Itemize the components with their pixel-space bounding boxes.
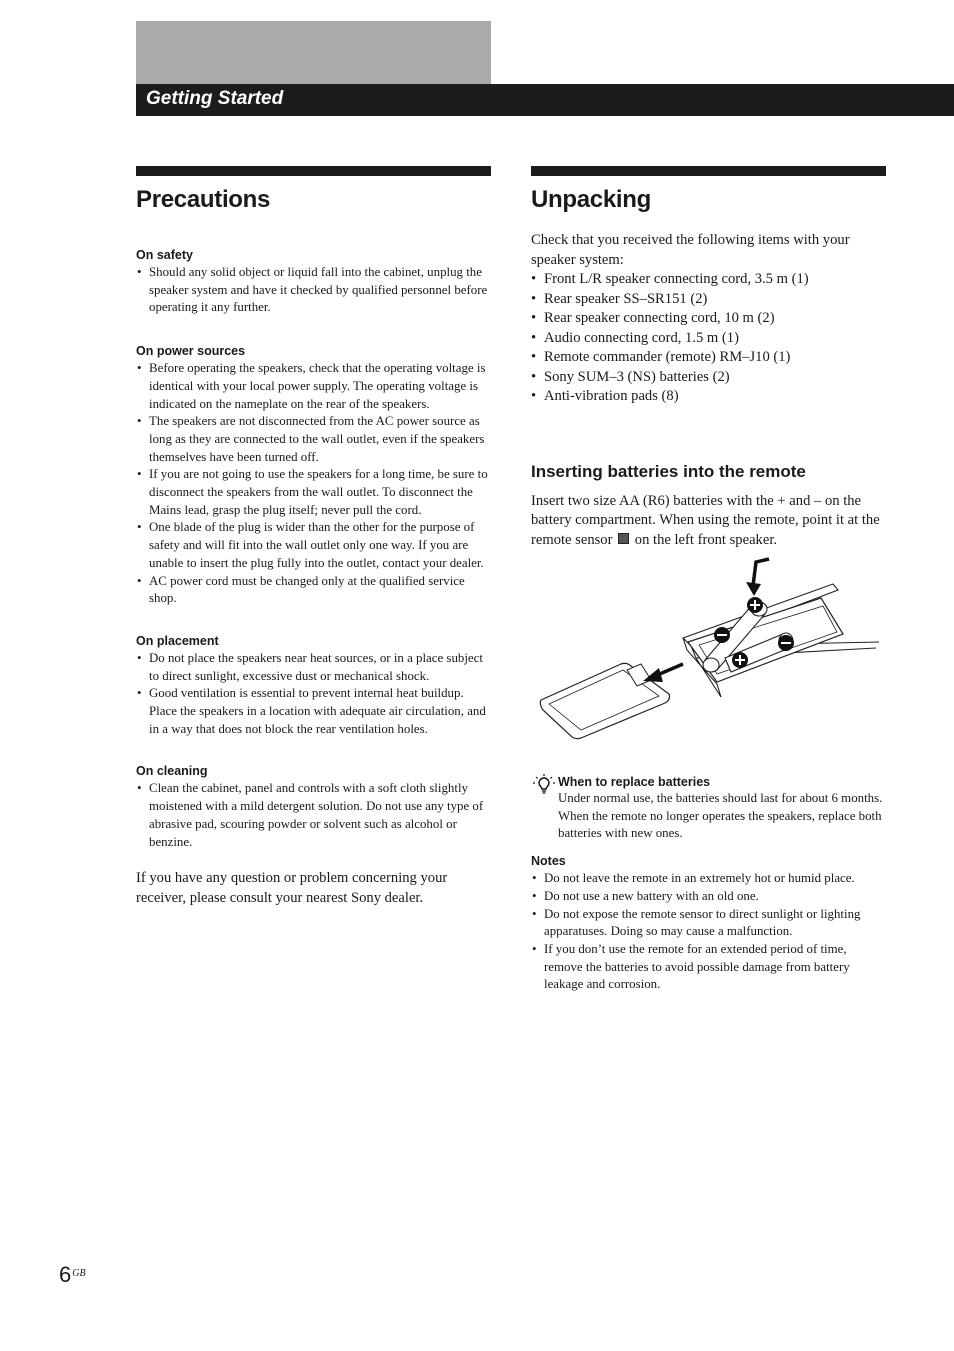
list-item: • Anti-vibration pads (8) [531,387,886,407]
list-item: • Remote commander (remote) RM–J10 (1) [531,348,886,368]
list-item: • Good ventilation is essential to prevent internal heat buildup. Place the speakers in a location with adequate air circulation, and in a way that does not block the rear ventilation holes. [136,685,491,738]
list-item: • Do not leave the remote in an extremely hot or humid place. [531,870,886,888]
page-number-value: 6 [59,1262,72,1287]
list-item: • Rear speaker connecting cord, 10 m (2) [531,309,886,329]
section-on-cleaning [136,763,491,851]
batteries-text-after: on the left front speaker. [634,531,778,548]
list-item: • If you are not going to use the speakers for a long time, be sure to disconnect the speakers from the wall outlet. To disconnect the Mains lead, grasp the plug itself; never pull the cord. [136,466,491,519]
page-number [59,1262,86,1288]
batteries-heading: Inserting batteries into the remote [531,461,806,481]
battery-lid [540,663,669,738]
list-item: • Should any solid object or liquid fall into the cabinet, unplug the speaker system and have it checked by qualified personnel before operating it any further. [136,264,491,317]
batteries-text [531,492,886,551]
unpacking-intro: Check that you received the following items with your speaker system: [531,232,850,268]
on-power-sources-heading: On power sources [136,344,246,359]
lid-arrow-icon [643,664,683,682]
unpacking-rule [531,166,886,176]
list-item: • Rear speaker SS–SR151 (2) [531,290,886,310]
list-item: • Do not expose the remote sensor to direct sunlight or lighting apparatuses. Doing so may cause a malfunction. [531,906,886,941]
unpacking-title: Unpacking [531,186,651,213]
precautions-column [136,166,491,908]
insert-arrow-icon [746,559,769,596]
tip-block [531,774,886,843]
page-number-suffix: GB [72,1268,86,1279]
on-cleaning-heading: On cleaning [136,764,208,779]
list-item: • The speakers are not disconnected from the AC power source as long as they are connected to the wall outlet, even if the speakers themselves have been turned off. [136,413,491,466]
tip-text: Under normal use, the batteries should last for about 6 months. When the remote no longer operates the speakers, replace both batteries with new ones. [558,791,883,841]
minus-icon [778,635,794,651]
list-item: • Sony SUM–3 (NS) batteries (2) [531,368,886,388]
minus-icon [714,627,730,643]
section-title: Getting Started [146,88,284,109]
precautions-closing: If you have any question or problem concerning your receiver, please consult your nearest Sony dealer. [136,870,448,906]
list-item: • Front L/R speaker connecting cord, 3.5 m (1) [531,270,886,290]
plus-icon [732,652,748,668]
on-safety-heading: On safety [136,248,193,262]
remote-sensor-icon [618,533,629,544]
section-on-placement [136,633,491,739]
list-item: • Audio connecting cord, 1.5 m (1) [531,329,886,349]
section-on-safety [136,247,491,317]
lightbulb-tip-icon [533,774,555,796]
list-item: • Before operating the speakers, check that the operating voltage is identical with your local power supply. The operating voltage is indicated on the nameplate on the rear of the speakers. [136,360,491,413]
list-item: • If you don’t use the remote for an extended period of time, remove the batteries to avoid possible damage from battery leakage and corrosion. [531,941,886,994]
tip-heading: When to replace batteries [558,775,711,789]
notes-heading: Notes [531,854,566,869]
precautions-title: Precautions [136,186,271,213]
list-item: • AC power cord must be changed only at the qualified service shop. [136,573,491,608]
section-on-power-sources [136,343,491,608]
plus-icon [747,597,763,613]
precautions-rule [136,166,491,176]
list-item: • Clean the cabinet, panel and controls with a soft cloth slightly moistened with a mild detergent solution. Do not use any type of abrasive pad, scouring powder or solvent such as alcohol or benzine. [136,780,491,851]
list-item: • One blade of the plug is wider than the other for the purpose of safety and will fit into the wall outlet only one way. If you are unable to insert the plug fully into the outlet, contact your dealer. [136,519,491,572]
unpacking-list [531,270,886,407]
list-item: • Do not place the speakers near heat sources, or in a place subject to direct sunlight, excessive dust or mechanical shock. [136,650,491,685]
unpacking-column [531,166,886,994]
battery-insertion-illustration [531,554,886,754]
section-header-bar [136,84,954,116]
on-placement-heading: On placement [136,633,219,648]
header-gray-tab [136,21,491,84]
batteries-text-before: Insert two size AA (R6) batteries with the + and – on the battery compartment. When using the remote, point it at the remote sensor [531,492,880,548]
notes-block [531,853,886,994]
list-item: • Do not use a new battery with an old one. [531,888,886,906]
